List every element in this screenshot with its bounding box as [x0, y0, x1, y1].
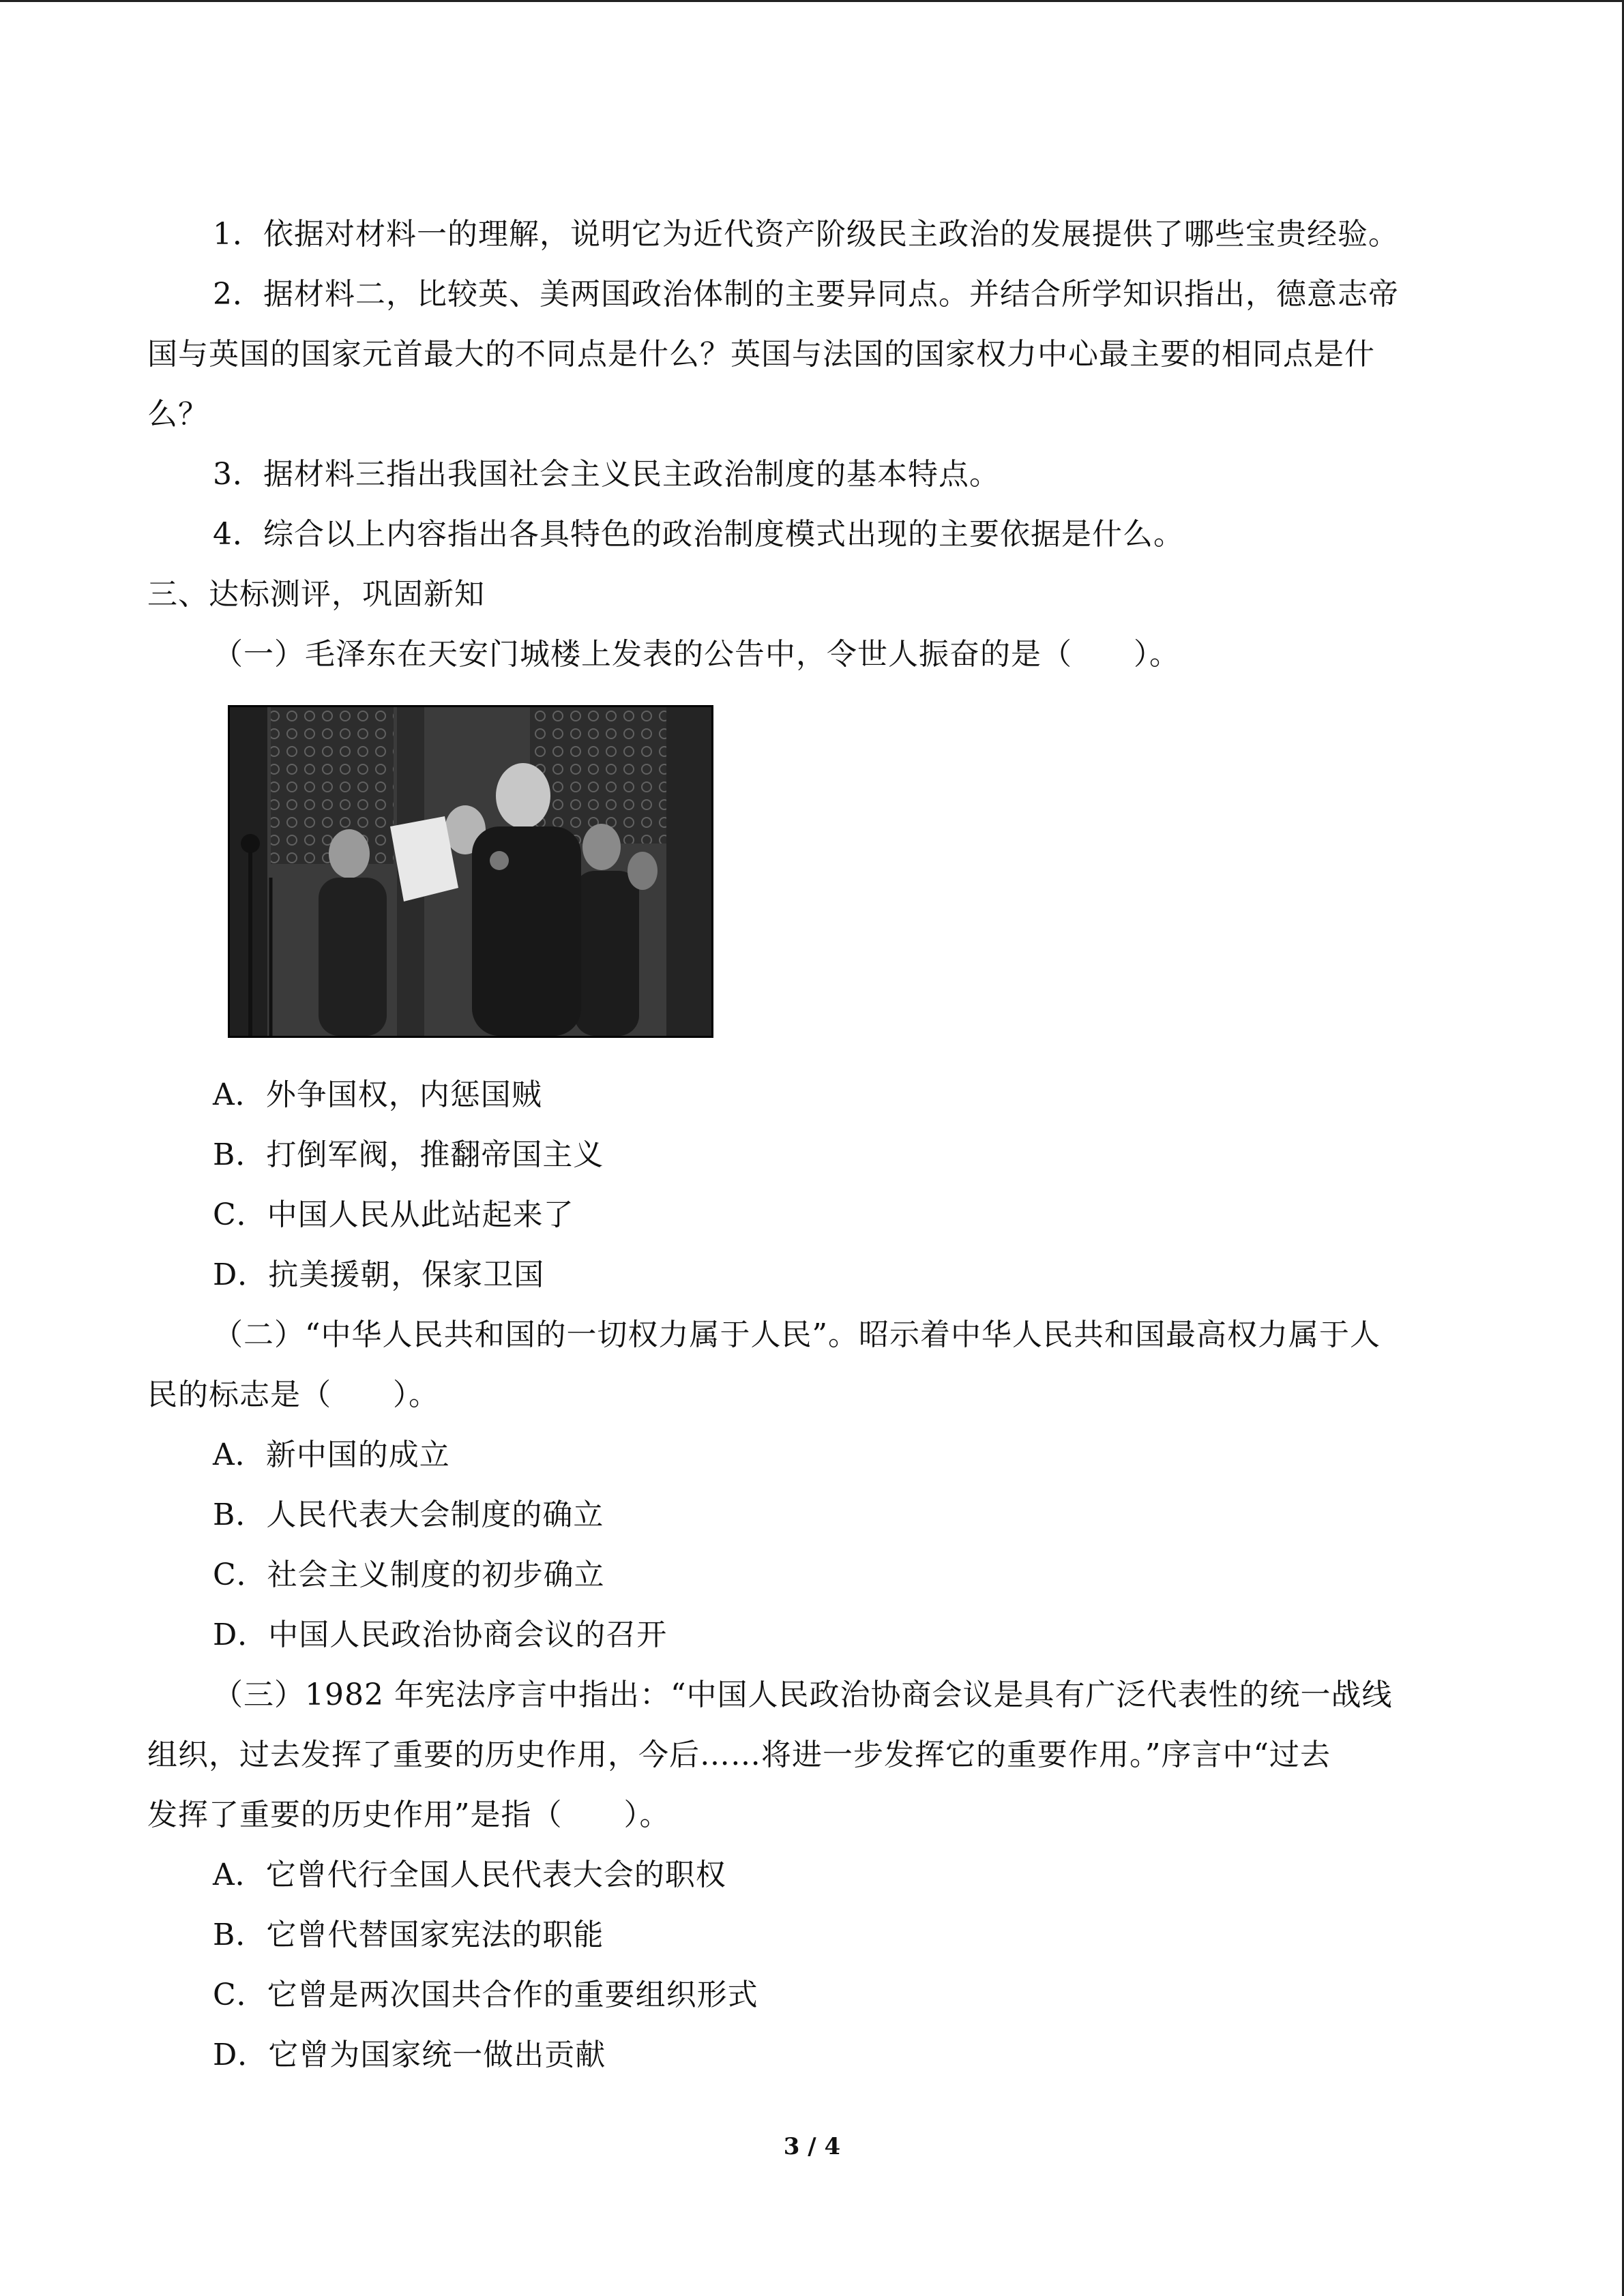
- mc3-stem-line-1: （三）1982 年宪法序言中指出：“中国人民政治协商会议是具有广泛代表性的统一战线: [213, 1678, 1393, 1712]
- mc2-option-b: B．人民代表大会制度的确立: [213, 1497, 604, 1532]
- mc1-option-b: B．打倒军阀，推翻帝国主义: [213, 1137, 604, 1172]
- mc2-stem-line-2: 民的标志是（ ）。: [147, 1377, 439, 1412]
- mc1-stem: （一）毛泽东在天安门城楼上发表的公告中，令世人振奋的是（ ）。: [213, 637, 1180, 672]
- document-body: [147, 205, 1477, 2085]
- mc1-option-a: A．外争国权，内惩国贼: [213, 1077, 542, 1112]
- page-number: 3 / 4: [783, 2133, 841, 2160]
- mc2-stem-line-1: （二）“中华人民共和国的一切权力属于人民”。昭示着中华人民共和国最高权力属于人: [213, 1317, 1381, 1352]
- mc2-option-c: C．社会主义制度的初步确立: [213, 1557, 605, 1592]
- question-1: 1．依据对材料一的理解，说明它为近代资产阶级民主政治的发展提供了哪些宝贵经验。: [213, 217, 1399, 252]
- question-2-line-1: 2．据材料二，比较英、美两国政治体制的主要异同点。并结合所学知识指出，德意志帝: [213, 277, 1399, 312]
- mc3-option-a: A．它曾代行全国人民代表大会的职权: [213, 1858, 726, 1892]
- mc3-stem-line-2: 组织，过去发挥了重要的历史作用，今后……将进一步发挥它的重要作用。”序言中“过去: [147, 1738, 1331, 1772]
- section-3-title: 三、达标测评，巩固新知: [147, 577, 485, 612]
- question-2-line-2: 国与英国的国家元首最大的不同点是什么？英国与法国的国家权力中心最主要的相同点是什: [147, 337, 1375, 372]
- mc3-stem-line-3: 发挥了重要的历史作用”是指（ ）。: [147, 1798, 670, 1832]
- historical-photo: [228, 705, 713, 1038]
- mc3-option-c: C．它曾是两次国共合作的重要组织形式: [213, 1978, 758, 2012]
- mc1-option-d: D．抗美援朝，保家卫国: [213, 1257, 545, 1292]
- page-top-border: [0, 0, 1624, 2]
- question-2-line-3: 么？: [147, 397, 209, 432]
- mc1-option-c: C．中国人民从此站起来了: [213, 1197, 574, 1232]
- mc2-option-a: A．新中国的成立: [213, 1437, 450, 1472]
- photo-illustration: [230, 707, 711, 1036]
- mc3-option-b: B．它曾代替国家宪法的职能: [213, 1918, 604, 1952]
- question-4: 4．综合以上内容指出各具特色的政治制度模式出现的主要依据是什么。: [213, 517, 1184, 552]
- question-3: 3．据材料三指出我国社会主义民主政治制度的基本特点。: [213, 457, 1000, 492]
- mc2-option-d: D．中国人民政治协商会议的召开: [213, 1617, 668, 1652]
- mc3-option-d: D．它曾为国家统一做出贡献: [213, 2038, 606, 2072]
